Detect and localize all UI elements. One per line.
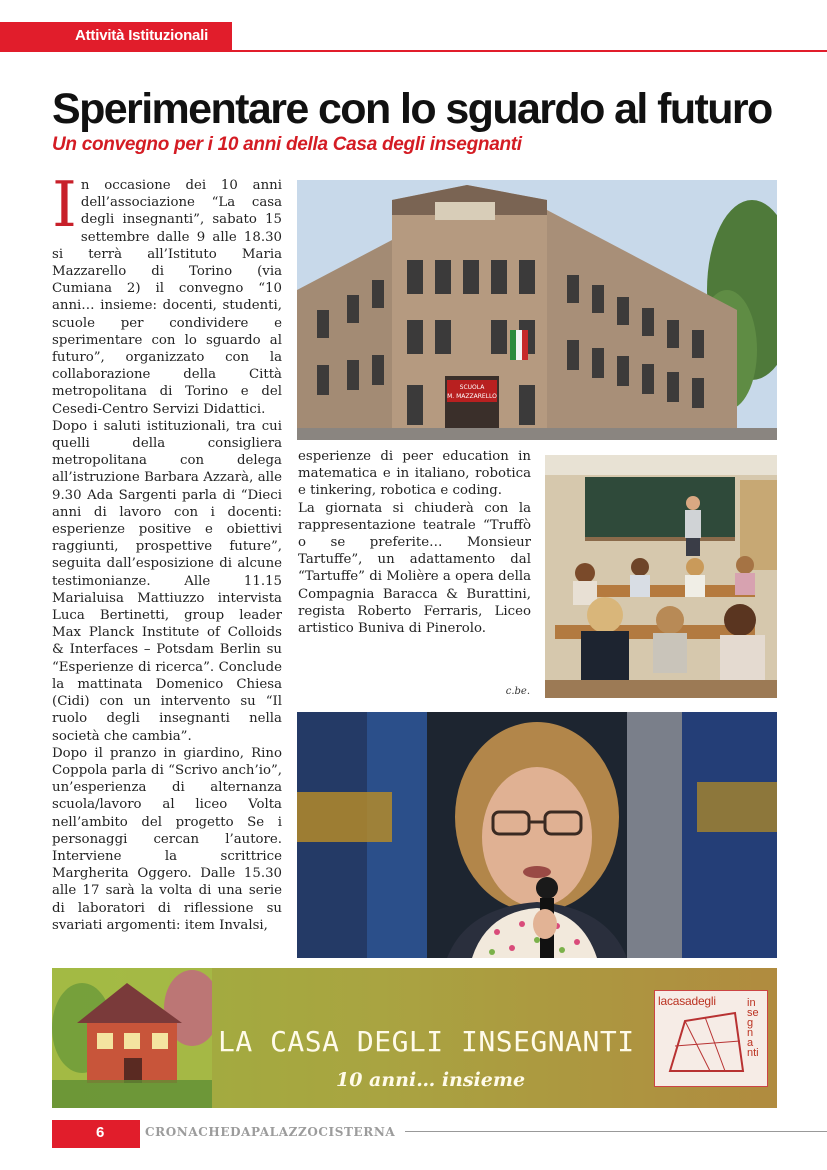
building-sign-text-2: M. MAZZARELLO: [447, 393, 497, 400]
article-paragraph: Dopo il pranzo in giardino, Rino Coppola parla di “Scrivo anch’io”, un’esperienza di alternanza scuola/lavoro al liceo Volta nell’ambito del progetto Se i personaggi cercan l’autore. Interviene la scrittrice Margherita Oggero. Dalle 15.30 alle 17 sarà la volta di una serie di laboratori di riflessione su svariati argomenti: item Invalsi,: [52, 745, 282, 933]
author-credit: c.be.: [505, 686, 530, 697]
header-rule: [0, 50, 827, 52]
article-paragraph: Dopo i saluti istituzionali, tra cui quelli della consigliera metropolitana con delega all’istruzione Barbara Azzarà, alle 9.30 Ada Sargenti parla di “Dieci anni di lavoro con i docenti: esperienze positive e obiettivi raggiunti, prospettive future”, seguita dall’esposizione di alcune testimonianze. Alle 11.15 Marialuisa Mattiuzzo intervista Luca Bertinetti, group leader Max Planck Institute of Colloids & Interfaces – Potsdam Berlin su “Esperienze di ricerca”. Conclude la mattinata Domenico Chiesa (Cidi) con un intervento su “Il ruolo degli insegnanti nella società che cambia”.: [52, 418, 282, 744]
article-title: Sperimentare con lo sguardo al futuro: [52, 85, 772, 133]
paragraph-text: n occasione dei 10 anni dell’associazione “La casa degli insegnanti”, sabato 15 settembre dalle 9 alle 18.30 si terrà all’Istituto Maria Mazzarello di Torino (via Cumiana 2) il convegno “10 anni… insieme: docenti, studenti, scuole per condividere e sperimentare con lo sguardo al futuro”, organizzato con la collaborazione della Città metropolitana di Torino e del Cesedi-Centro Servizi Didattici.: [52, 178, 282, 417]
article-paragraph: [52, 168, 282, 418]
footer-rule: [405, 1131, 827, 1132]
banner-tagline: 10 anni… insieme: [336, 1069, 526, 1091]
banner-title: LA CASA DEGLI INSEGNANTI: [218, 1025, 635, 1058]
house-illustration: [52, 968, 212, 1108]
section-label: Attività Istituzionali: [75, 27, 209, 44]
section-tab: [0, 22, 232, 50]
speaker-photo: [297, 712, 777, 958]
publication-name: CRONACHEDAPALAZZOCISTERNA: [145, 1125, 396, 1139]
logo-wordmark-vertical: insegnanti: [747, 997, 759, 1059]
classroom-illustration: [545, 455, 777, 698]
building-illustration: [297, 180, 777, 440]
article-paragraph: esperienze di peer education in matematica e in italiano, robotica e tinkering, robotica e coding.: [298, 449, 531, 499]
building-sign-text-1: SCUOLA: [459, 384, 485, 391]
speaker-illustration: [297, 712, 777, 958]
drop-cap: I: [52, 168, 77, 241]
article-column-middle: [298, 448, 531, 637]
classroom-photo: [545, 455, 777, 698]
article-column-left: [52, 168, 282, 934]
article-subtitle: Un convegno per i 10 anni della Casa degli insegnanti: [52, 134, 522, 155]
article-paragraph: La giornata si chiuderà con la rappresentazione teatrale “Truffò o se preferite… Monsieur Tartuffe”, un adattamento dal “Tartuffe” di Molière a opera della Compagnia Baracca & Burattini, regista Roberto Ferraris, Liceo artistico Buniva di Pinerolo.: [298, 500, 531, 637]
page-number: 6: [96, 1124, 105, 1141]
logo-wordmark: lacasadegli: [658, 994, 716, 1008]
school-building-photo: [297, 180, 777, 440]
